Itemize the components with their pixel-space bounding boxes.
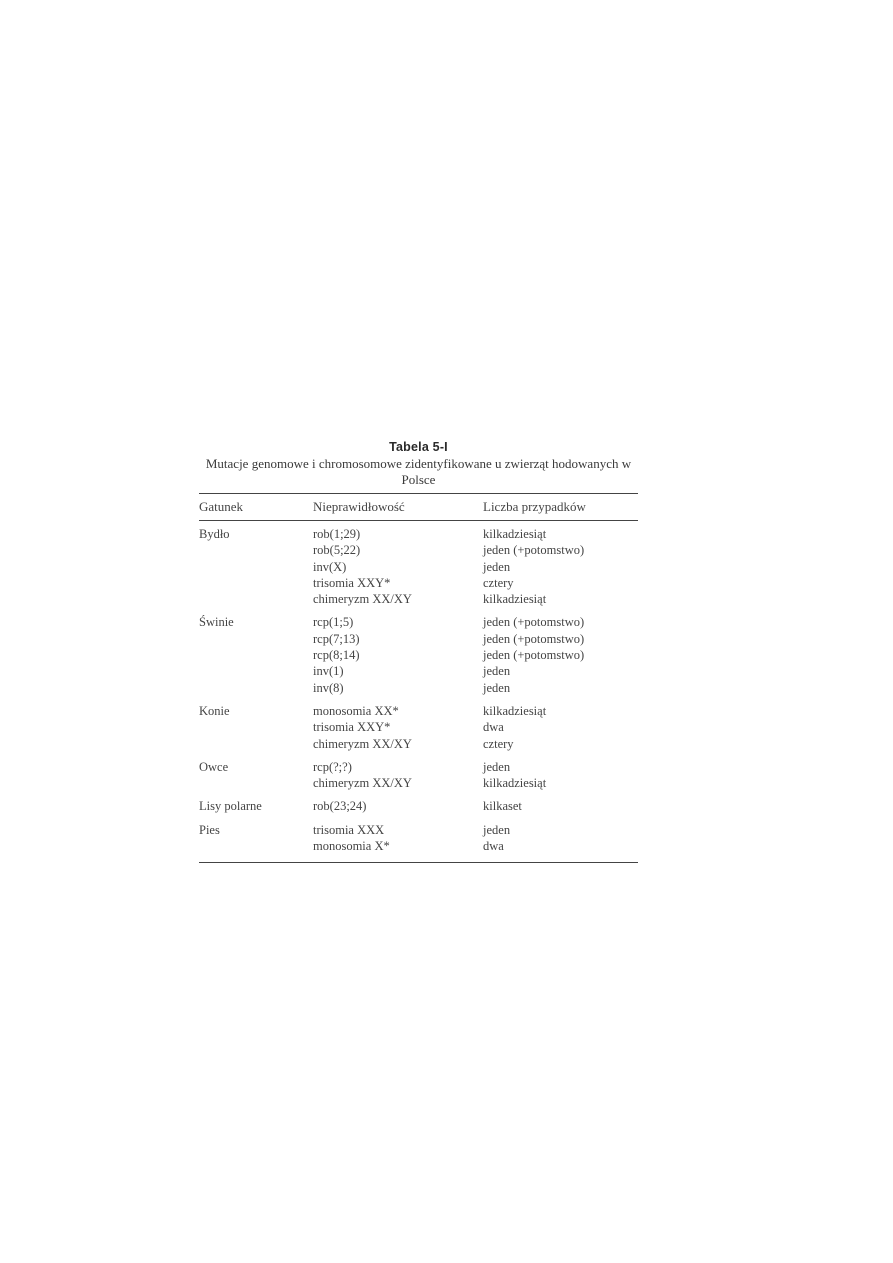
count-cell: jeden (+potomstwo): [483, 615, 585, 630]
count-cell: kilkadziesiąt: [483, 776, 547, 791]
count-cell: dwa: [483, 720, 504, 735]
table-label: Tabela 5-I: [389, 440, 448, 454]
abnormality-cell: rcp(7;13): [313, 631, 360, 646]
table-group: [199, 798, 638, 814]
count-cell: cztery: [483, 736, 514, 751]
table-body: [199, 526, 638, 854]
abnormality-cell: trisomia XXX: [313, 822, 385, 837]
table-group: [199, 614, 638, 695]
table-block: [199, 440, 638, 863]
table-group: [199, 822, 638, 855]
count-cell: kilkadziesiąt: [483, 703, 547, 718]
abnormality-cell: trisomia XXY*: [313, 720, 391, 735]
count-cell: jeden: [483, 680, 511, 695]
table-group: [199, 759, 638, 792]
header-abnormality: Nieprawidłowość: [313, 499, 405, 514]
count-cell: cztery: [483, 575, 514, 590]
abnormality-cell: rob(5;22): [313, 543, 361, 558]
species-cell: Owce: [199, 759, 229, 774]
header-rule: [199, 520, 638, 521]
abnormality-cell: rcp(1;5): [313, 615, 354, 630]
abnormality-cell: inv(X): [313, 559, 347, 574]
header-count: Liczba przypadków: [483, 499, 586, 514]
bottom-rule: [199, 862, 638, 863]
abnormality-cell: monosomia X*: [313, 839, 390, 854]
table-group: [199, 703, 638, 752]
abnormality-cell: rob(1;29): [313, 527, 361, 541]
species-cell: Konie: [199, 703, 230, 718]
count-cell: jeden (+potomstwo): [483, 543, 585, 558]
abnormality-cell: chimeryzm XX/XY: [313, 776, 412, 791]
count-cell: jeden: [483, 664, 511, 679]
species-cell: Bydło: [199, 527, 230, 541]
header-species: Gatunek: [199, 499, 244, 514]
count-cell: jeden: [483, 822, 511, 837]
species-cell: Lisy polarne: [199, 799, 262, 814]
abnormality-cell: monosomia XX*: [313, 703, 399, 718]
count-cell: dwa: [483, 839, 504, 854]
table-group: [199, 526, 638, 607]
count-cell: jeden: [483, 559, 511, 574]
species-cell: Świnie: [199, 615, 234, 630]
abnormality-cell: chimeryzm XX/XY: [313, 592, 412, 607]
count-cell: jeden (+potomstwo): [483, 648, 585, 663]
abnormality-cell: inv(8): [313, 680, 344, 695]
table-header-row: [199, 494, 638, 520]
abnormality-cell: rcp(8;14): [313, 648, 360, 663]
abnormality-cell: chimeryzm XX/XY: [313, 736, 412, 751]
count-cell: kilkaset: [483, 799, 522, 814]
count-cell: kilkadziesiąt: [483, 592, 547, 607]
count-cell: kilkadziesiąt: [483, 527, 547, 541]
table-caption: Mutacje genomowe i chromosomowe zidentyfikowane u zwierząt hodowanych w Polsce: [205, 456, 632, 487]
abnormality-cell: inv(1): [313, 664, 344, 679]
count-cell: jeden: [483, 759, 511, 774]
species-cell: Pies: [199, 822, 220, 837]
count-cell: jeden (+potomstwo): [483, 631, 585, 646]
abnormality-cell: trisomia XXY*: [313, 575, 391, 590]
abnormality-cell: rob(23;24): [313, 799, 367, 814]
abnormality-cell: rcp(?;?): [313, 759, 352, 774]
